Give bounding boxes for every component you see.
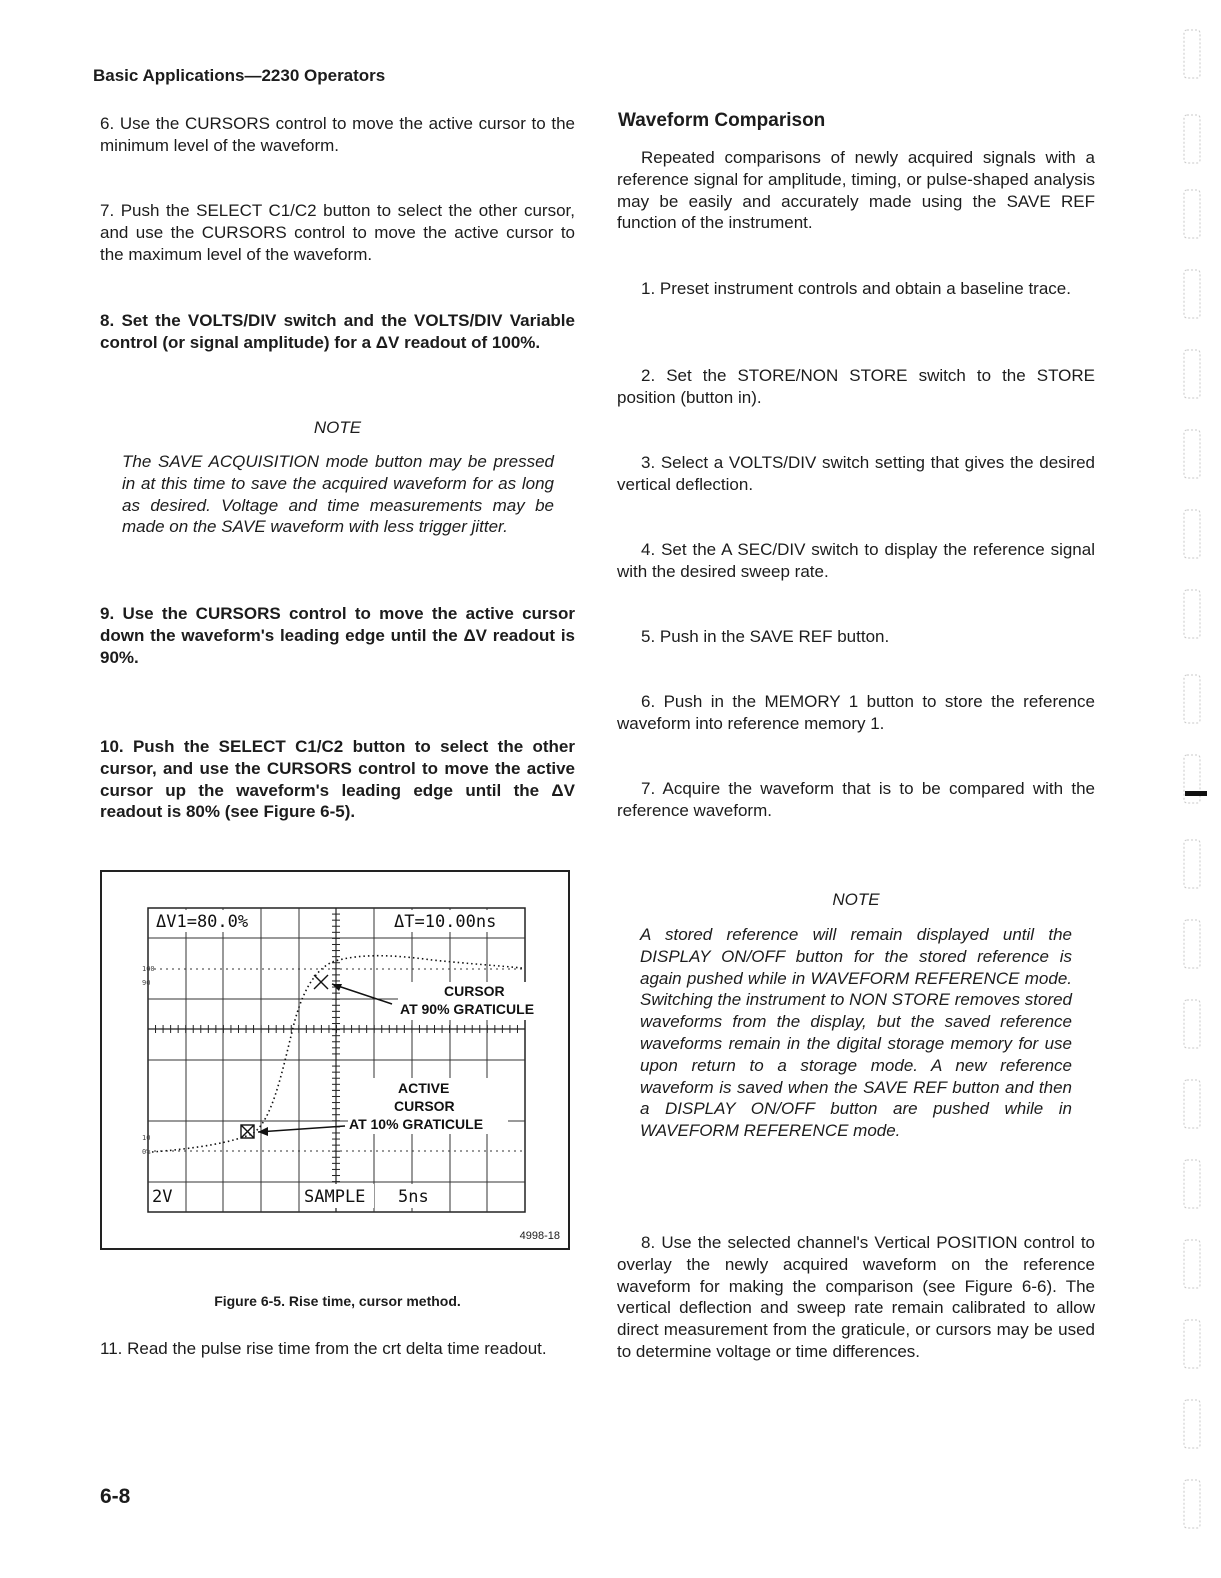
step-6-right: 6. Push in the MEMORY 1 button to store the reference waveform into reference memory 1. [617, 692, 1095, 733]
crt-graticule-illustration [102, 872, 568, 1248]
note-body-left: The SAVE ACQUISITION mode button may be pressed in at this time to save the acquired waveform for as long as desired. Voltage and time measurements may be made on the SAVE waveform with less trigger jitter. [122, 452, 554, 537]
step-2-right: 2. Set the STORE/NON STORE switch to the STORE position (button in). [617, 366, 1095, 407]
step-11-left: 11. Read the pulse rise time from the crt delta time readout. [100, 1339, 547, 1358]
step-4-right: 4. Set the A SEC/DIV switch to display the reference signal with the desired sweep rate. [617, 540, 1095, 581]
binder-tab-outline [1184, 1000, 1200, 1048]
readout-volts-per-div: 2V [152, 1187, 173, 1207]
label-cursor-90-line1: CURSOR [444, 983, 505, 999]
binder-tab-outline [1184, 350, 1200, 398]
binder-tab-outline [1184, 1080, 1200, 1128]
readout-sec-per-div: 5ns [398, 1187, 429, 1207]
step-3-right: 3. Select a VOLTS/DIV switch setting that gives the desired vertical deflection. [617, 453, 1095, 494]
binder-tab-outline [1184, 30, 1200, 78]
binder-tab-outline [1184, 590, 1200, 638]
tick-label-10: 10 [142, 1134, 151, 1142]
binder-tab-outline [1184, 1400, 1200, 1448]
binder-tab-outline [1184, 920, 1200, 968]
step-8-left: 8. Set the VOLTS/DIV switch and the VOLTS/DIV Variable control (or signal amplitude) for a ΔV readout of 100%. [100, 311, 575, 352]
step-8-right: 8. Use the selected channel's Vertical POSITION control to overlay the newly acquired waveform on the reference waveform for making the comparison (see Figure 6-6). The vertical deflection and sweep rate remain calibrated to allow direct measurement from the graticule, or cursors may be used to determine voltage or time differences. [617, 1233, 1095, 1361]
active-cursor-leader [258, 1126, 345, 1132]
readout-delta-volts: ΔV1=80.0% [156, 912, 249, 932]
figure-id: 4998-18 [519, 1230, 560, 1242]
note-body-right: A stored reference will remain displayed until the DISPLAY ON/OFF button for the stored reference is again pushed while in WAVEFORM REFERENCE mode. Switching the instrument to NON STORE removes stored waveforms from the display, but the saved reference waveforms remain in the digital storage memory for use upon return to a storage mode. A new reference waveform is saved when the SAVE REF button and then a DISPLAY ON/OFF button are pushed while in WAVEFORM REFERENCE mode. [640, 925, 1072, 1141]
binder-tab-outline [1184, 510, 1200, 558]
binder-tab-outline [1184, 270, 1200, 318]
label-active-line3: AT 10% GRATICULE [349, 1116, 484, 1132]
figure-caption: Figure 6-5. Rise time, cursor method. [214, 1293, 461, 1309]
active-cursor-arrowhead [258, 1127, 268, 1136]
page-number: 6-8 [100, 1485, 131, 1508]
binder-mark [1185, 791, 1207, 796]
step-9-left: 9. Use the CURSORS control to move the active cursor down the waveform's leading edge until the ΔV readout is 90%. [100, 604, 575, 667]
intro-paragraph: Repeated comparisons of newly acquired signals with a reference signal for amplitude, timing, or pulse-shaped analysis may be easily and accurately made using the SAVE REF function of the instrument. [617, 148, 1095, 233]
label-cursor-90-line2: AT 90% GRATICULE [400, 1001, 535, 1017]
label-active-line2: CURSOR [394, 1098, 455, 1114]
readout-delta-time: ΔT=10.00ns [394, 912, 497, 932]
step-5-right: 5. Push in the SAVE REF button. [641, 627, 890, 646]
tick-label-0: 0% [142, 1148, 151, 1156]
binder-tab-outline [1184, 115, 1200, 163]
binder-tab-outline [1184, 1480, 1200, 1528]
binder-tab-outline [1184, 1160, 1200, 1208]
binder-tabs [1184, 30, 1200, 1528]
binder-tab-outline [1184, 1320, 1200, 1368]
binder-tab-outline [1184, 190, 1200, 238]
step-7-right: 7. Acquire the waveform that is to be compared with the reference waveform. [617, 779, 1095, 820]
binder-tab-outline [1184, 430, 1200, 478]
running-header: Basic Applications—2230 Operators [93, 66, 386, 85]
readout-acquisition-mode: SAMPLE [304, 1187, 366, 1207]
cursor-90-marker [314, 975, 328, 989]
binder-tab-outline [1184, 675, 1200, 723]
binder-tab-outline [1184, 1240, 1200, 1288]
step-1-right: 1. Preset instrument controls and obtain a baseline trace. [641, 279, 1071, 298]
active-cursor-marker [241, 1125, 254, 1138]
step-7-left: 7. Push the SELECT C1/C2 button to select the other cursor, and use the CURSORS control to move the active cursor to the maximum level of the waveform. [100, 201, 575, 264]
step-10-left: 10. Push the SELECT C1/C2 button to select the other cursor, and use the CURSORS control to move the active cursor up the waveform's leading edge until the ΔV readout is 80% (see Figure 6-5). [100, 737, 575, 822]
binding-edge-decoration [1172, 0, 1221, 1578]
binder-tab-outline [1184, 840, 1200, 888]
section-title-waveform-comparison: Waveform Comparison [618, 110, 826, 131]
step-6-left: 6. Use the CURSORS control to move the active cursor to the minimum level of the waveform. [100, 114, 575, 155]
tick-label-90: 90 [142, 979, 151, 987]
label-active-line1: ACTIVE [398, 1080, 450, 1096]
note-title-right: NOTE [832, 890, 880, 909]
cursor-90-leader [332, 984, 392, 1004]
figure-6-5 [100, 870, 570, 1250]
note-title-left: NOTE [313, 418, 362, 437]
tick-label-100: 100 [142, 965, 155, 973]
